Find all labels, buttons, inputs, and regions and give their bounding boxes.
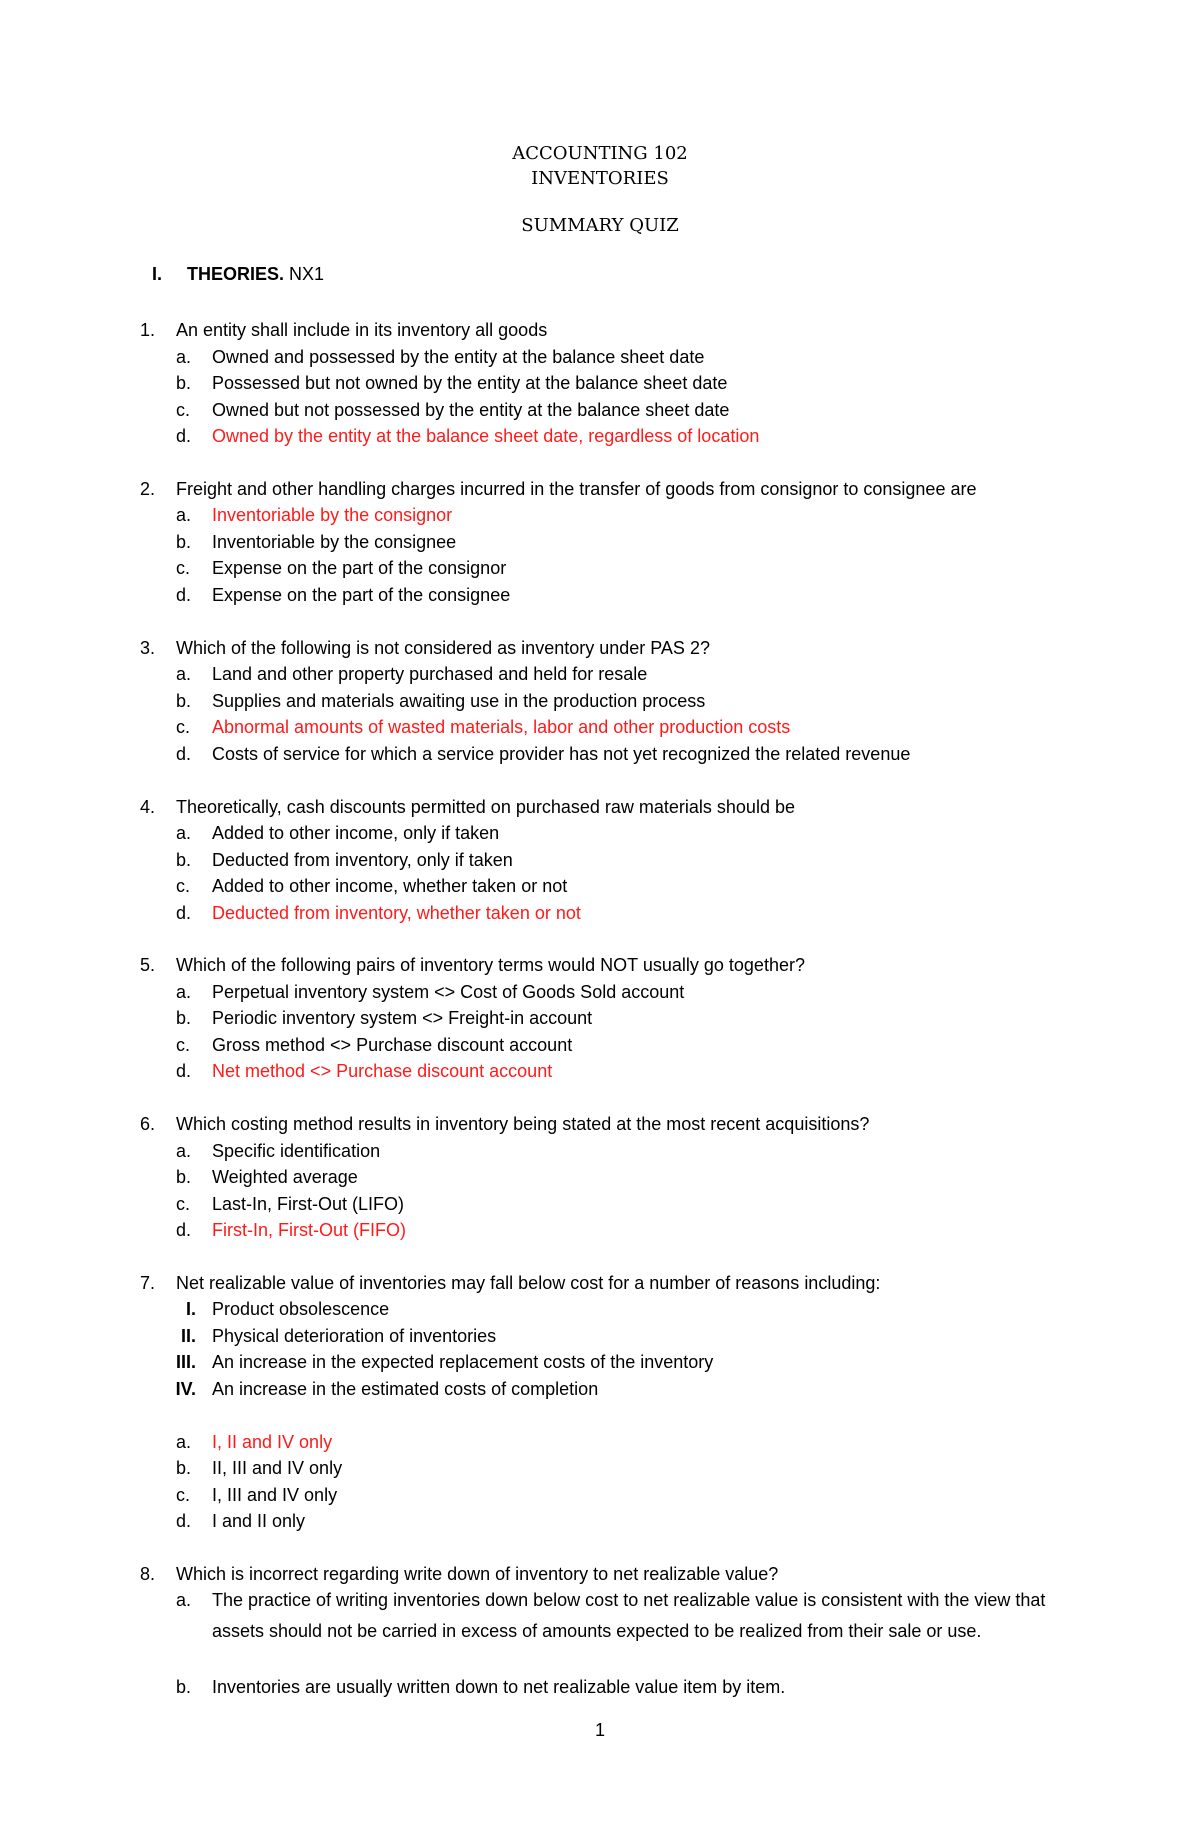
option-text-correct: I, II and IV only <box>212 1432 333 1452</box>
option-text: Added to other income, only if taken <box>212 823 500 843</box>
option-letter: b. <box>176 532 192 552</box>
option-text: I and II only <box>212 1511 306 1531</box>
option-letter: a. <box>176 664 192 684</box>
option-letter: d. <box>176 744 192 764</box>
option-text: Added to other income, whether taken or not <box>212 876 568 896</box>
option-letter: d. <box>176 1511 192 1531</box>
option-text: Perpetual inventory system <> Cost of Goods Sold account <box>212 982 685 1002</box>
question-text: Which is incorrect regarding write down of inventory to net realizable value? <box>176 1564 779 1584</box>
option-letter: c. <box>176 1194 191 1214</box>
option-letter: a. <box>176 1590 192 1610</box>
option-letter: b. <box>176 850 192 870</box>
option-text: Land and other property purchased and held for resale <box>212 664 648 684</box>
question-text: Net realizable value of inventories may fall below cost for a number of reasons including: <box>176 1273 881 1293</box>
option-text: Specific identification <box>212 1141 381 1161</box>
option-letter: a. <box>176 1141 192 1161</box>
question-number: 5. <box>140 955 156 975</box>
section-number: I. <box>152 264 163 284</box>
option-letter: c. <box>176 876 191 896</box>
question-number: 8. <box>140 1564 156 1584</box>
reason-text: An increase in the estimated costs of completion <box>212 1379 599 1399</box>
course-title: ACCOUNTING 102 <box>512 143 688 164</box>
option-text: I, III and IV only <box>212 1485 338 1505</box>
option-text-correct: Deducted from inventory, whether taken or not <box>212 903 581 923</box>
question-number: 7. <box>140 1273 156 1293</box>
reason-numeral: IV. <box>175 1379 196 1399</box>
section-title: THEORIES. <box>187 264 285 284</box>
question-number: 4. <box>140 797 156 817</box>
option-text: Gross method <> Purchase discount account <box>212 1035 573 1055</box>
option-letter: a. <box>176 823 192 843</box>
question-text: Which of the following is not considered as inventory under PAS 2? <box>176 638 710 658</box>
option-letter: d. <box>176 1220 192 1240</box>
option-letter: d. <box>176 426 192 446</box>
option-letter: d. <box>176 903 192 923</box>
option-letter: c. <box>176 1485 191 1505</box>
option-text-correct: Owned by the entity at the balance sheet date, regardless of location <box>212 426 760 446</box>
question-number: 6. <box>140 1114 156 1134</box>
reason-numeral: II. <box>180 1326 196 1346</box>
question-text: Theoretically, cash discounts permitted on purchased raw materials should be <box>176 797 795 817</box>
option-letter: a. <box>176 1432 192 1452</box>
option-letter: c. <box>176 717 191 737</box>
option-text: Owned and possessed by the entity at the balance sheet date <box>212 347 705 367</box>
option-text: Last-In, First-Out (LIFO) <box>212 1194 405 1214</box>
page-number: 1 <box>594 1720 605 1740</box>
option-text: Inventories are usually written down to net realizable value item by item. <box>212 1677 786 1697</box>
option-text: Supplies and materials awaiting use in the production process <box>212 691 706 711</box>
section-heading <box>152 264 324 285</box>
reason-text: Product obsolescence <box>212 1299 390 1319</box>
question-number: 3. <box>140 638 156 658</box>
option-letter: b. <box>176 691 192 711</box>
option-letter: a. <box>176 505 192 525</box>
option-letter: c. <box>176 400 191 420</box>
option-letter: b. <box>176 1677 192 1697</box>
option-letter: d. <box>176 1061 192 1081</box>
option-text-correct: Net method <> Purchase discount account <box>212 1061 553 1081</box>
option-text: Periodic inventory system <> Freight-in account <box>212 1008 593 1028</box>
question-text: Which of the following pairs of inventory terms would NOT usually go together? <box>176 955 805 975</box>
option-text: Deducted from inventory, only if taken <box>212 850 513 870</box>
question-text: Freight and other handling charges incurred in the transfer of goods from consignor to consignee are <box>176 479 977 499</box>
option-text: Expense on the part of the consignee <box>212 585 511 605</box>
option-text: Weighted average <box>212 1167 358 1187</box>
option-text: II, III and IV only <box>212 1458 343 1478</box>
section-code: NX1 <box>289 264 325 284</box>
question-text: An entity shall include in its inventory all goods <box>176 320 548 340</box>
reason-text: Physical deterioration of inventories <box>212 1326 497 1346</box>
option-letter: b. <box>176 373 192 393</box>
option-text: Possessed but not owned by the entity at the balance sheet date <box>212 373 728 393</box>
option-letter: c. <box>176 558 191 578</box>
option-letter: a. <box>176 347 192 367</box>
option-text: Inventoriable by the consignee <box>212 532 457 552</box>
option-letter: b. <box>176 1167 192 1187</box>
option-text: Expense on the part of the consignor <box>212 558 507 578</box>
question-number: 1. <box>140 320 156 340</box>
option-text: Costs of service for which a service provider has not yet recognized the related revenue <box>212 744 911 764</box>
option-letter: c. <box>176 1035 191 1055</box>
question-text: Which costing method results in inventory being stated at the most recent acquisitions? <box>176 1114 870 1134</box>
option-letter: a. <box>176 982 192 1002</box>
reason-text: An increase in the expected replacement costs of the inventory <box>212 1352 714 1372</box>
option-text-correct: Inventoriable by the consignor <box>212 505 453 525</box>
question-number: 2. <box>140 479 156 499</box>
option-letter: b. <box>176 1458 192 1478</box>
quiz-title: SUMMARY QUIZ <box>521 215 679 236</box>
option-text-correct: First-In, First-Out (FIFO) <box>212 1220 406 1240</box>
option-text: The practice of writing inventories down below cost to net realizable value is consistent with the view that assets should not be carried in excess of amounts expected to be realized from their sale or use. <box>212 1590 1046 1641</box>
reason-numeral: III. <box>175 1352 196 1372</box>
option-letter: b. <box>176 1008 192 1028</box>
reason-numeral: I. <box>185 1299 196 1319</box>
option-letter: d. <box>176 585 192 605</box>
option-text-correct: Abnormal amounts of wasted materials, labor and other production costs <box>212 717 791 737</box>
option-text: Owned but not possessed by the entity at the balance sheet date <box>212 400 730 420</box>
topic-title: INVENTORIES <box>531 168 669 189</box>
